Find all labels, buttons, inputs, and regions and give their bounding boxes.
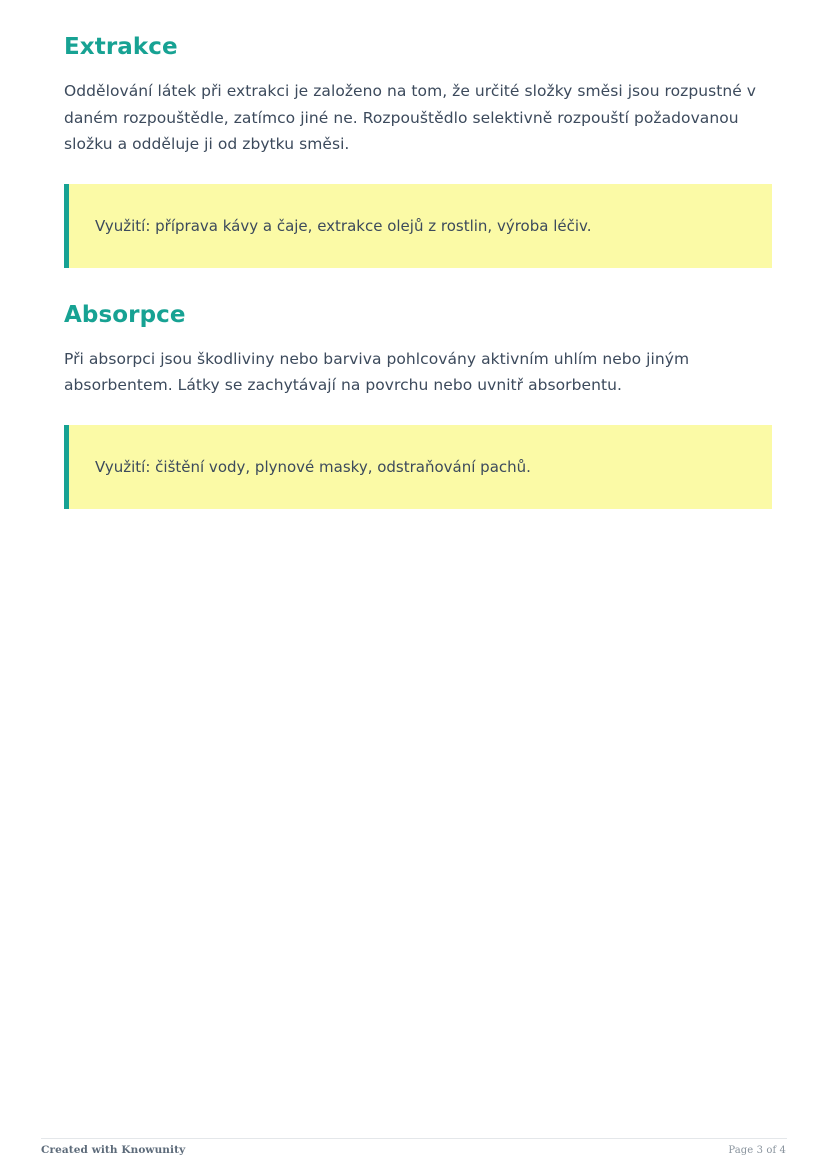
section-paragraph-absorpce: Při absorpci jsou škodliviny nebo barviva pohlcovány aktivním uhlím nebo jiným absorbentem. Látky se zachytávají na povrchu nebo uvnitř absorbentu. bbox=[64, 349, 690, 394]
section-heading-extrakce: Extrakce bbox=[64, 34, 178, 60]
section-heading-absorpce: Absorpce bbox=[64, 301, 186, 328]
footer-attribution: Created with Knowunity bbox=[41, 1144, 186, 1156]
page-footer bbox=[0, 1138, 828, 1171]
footer-page-number: Page 3 of 4 bbox=[728, 1145, 786, 1156]
callout-text-extrakce: Využití: příprava kávy a čaje, extrakce olejů z rostlin, výroba léčiv. bbox=[95, 216, 592, 235]
callout-text-absorpce: Využití: čištění vody, plynové masky, odstraňování pachů. bbox=[95, 457, 531, 476]
section-paragraph-extrakce: Oddělování látek při extrakci je založeno na tom, že určité složky směsi jsou rozpustné v daném rozpouštědle, zatímco jiné ne. Rozpouštědlo selektivně rozpouští požadovanou složku a odděluje ji od zbytku směsi. bbox=[64, 82, 757, 153]
document-content bbox=[64, 34, 772, 509]
callout-box-extrakce bbox=[64, 184, 772, 268]
callout-box-absorpce bbox=[64, 425, 772, 509]
footer-divider bbox=[41, 1138, 787, 1139]
